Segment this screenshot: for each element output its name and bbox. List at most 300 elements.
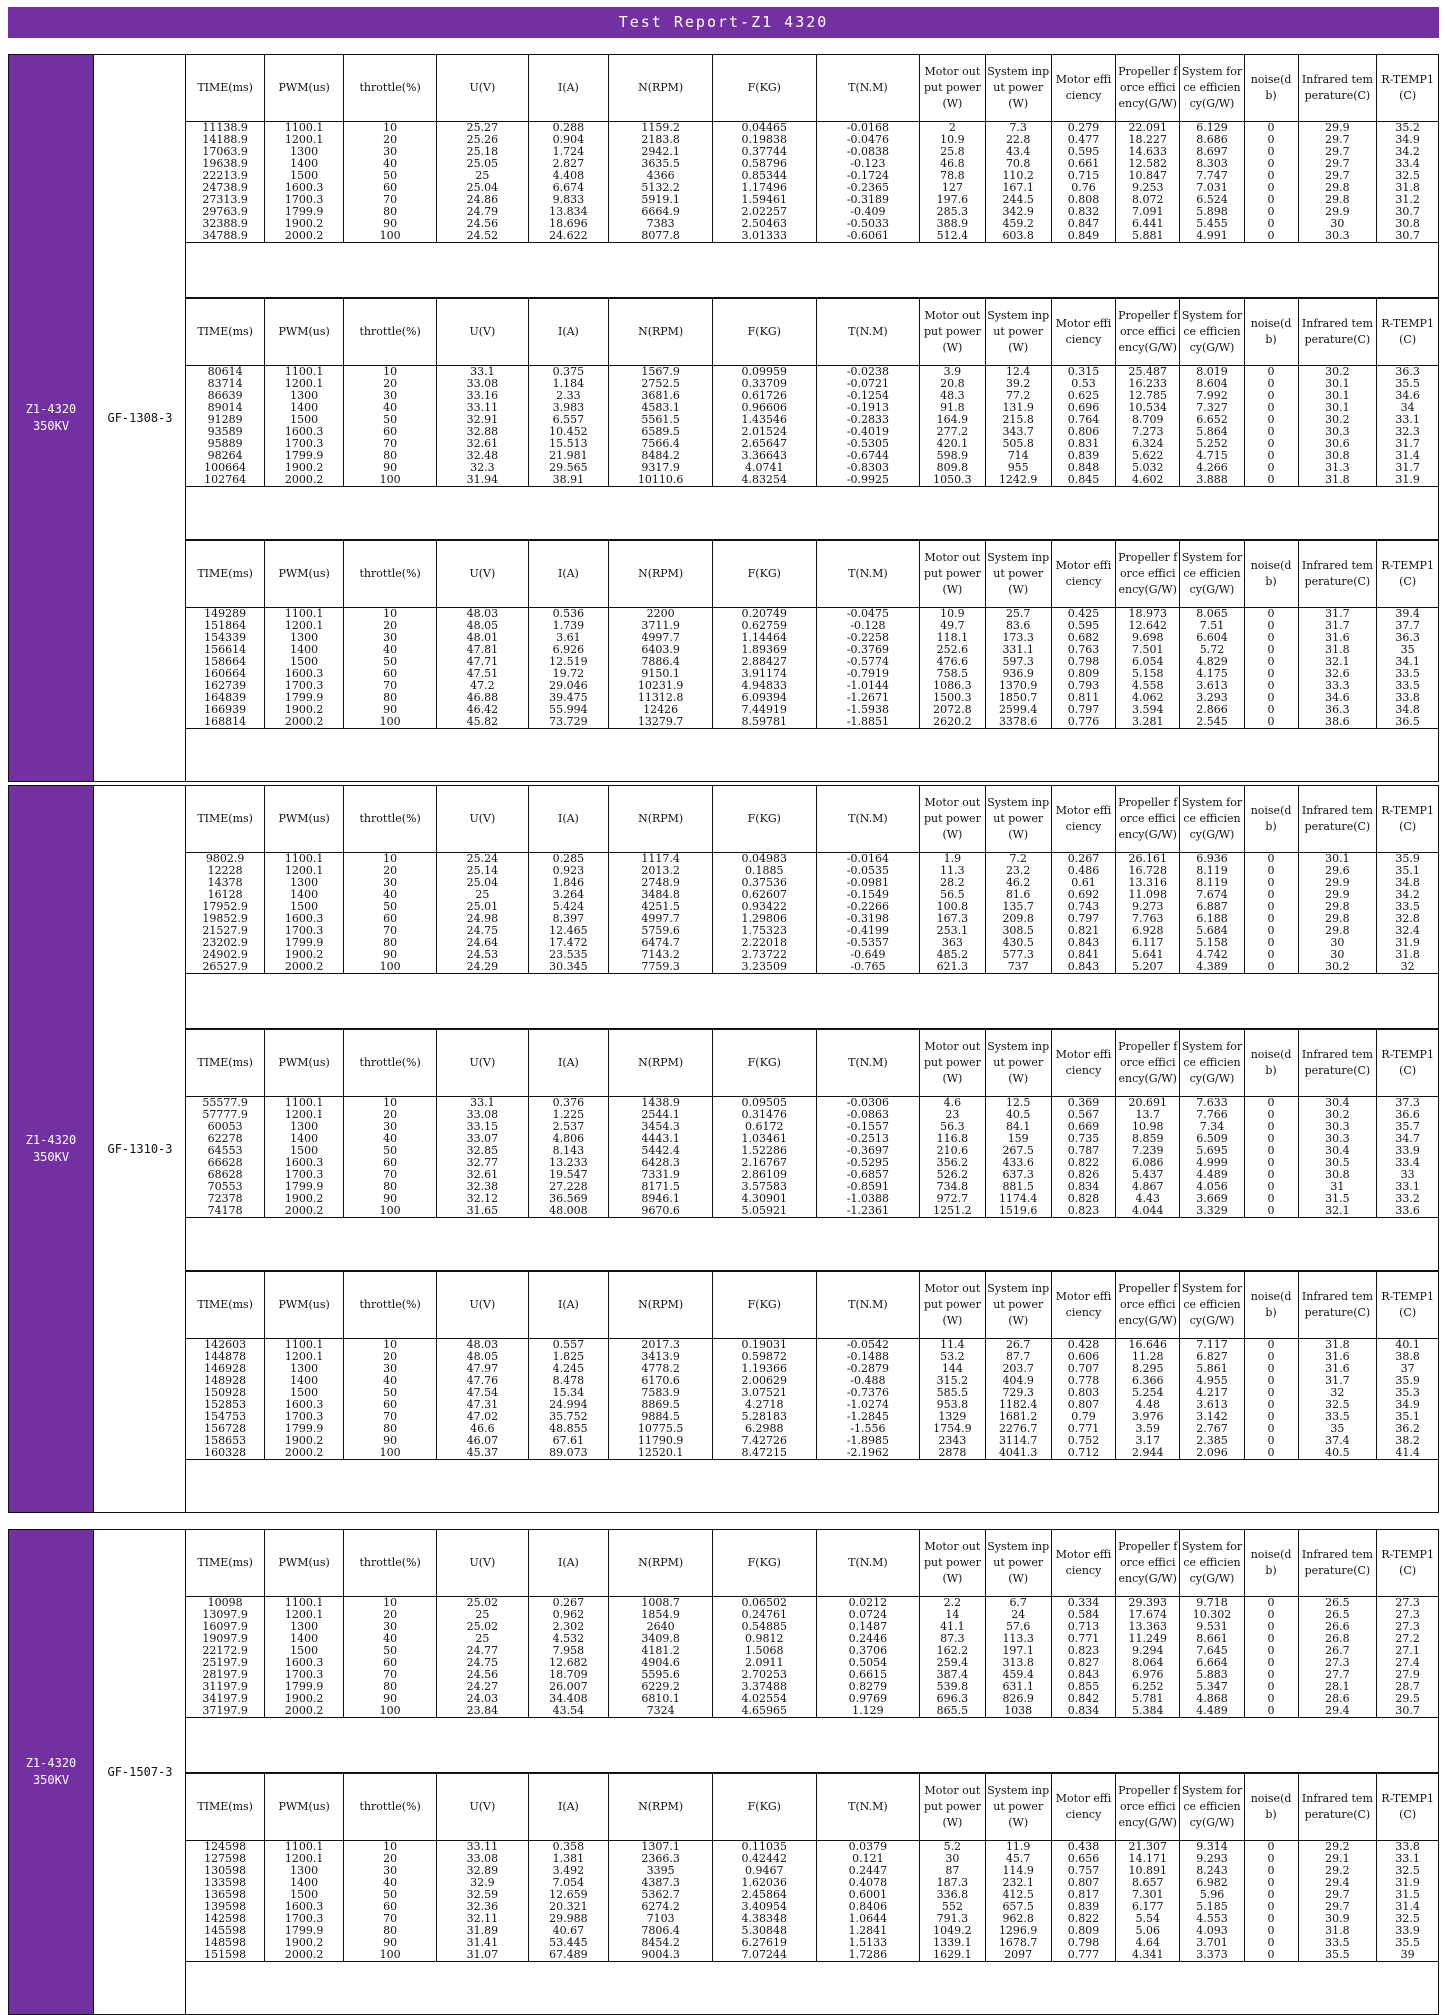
table-cell: 4366: [609, 170, 713, 182]
table-cell: 4583.1: [609, 402, 713, 414]
table-cell: 24.79: [437, 206, 528, 218]
table-cell: 10: [344, 366, 437, 379]
column-header: TIME(ms): [186, 55, 265, 122]
table-cell: 32.85: [437, 1145, 528, 1157]
column-header: F(KG): [712, 55, 816, 122]
table-cell: 0.79: [1051, 1411, 1115, 1423]
table-cell: 0: [1244, 1949, 1298, 1962]
table-cell: 30: [1298, 949, 1377, 961]
table-cell: 40: [344, 402, 437, 414]
table-cell: 25: [437, 889, 528, 901]
table-cell: 0: [1244, 1609, 1298, 1621]
table-cell: 1200.1: [265, 1853, 344, 1865]
table-cell: 40: [344, 158, 437, 170]
column-header: I(A): [528, 786, 609, 853]
table-cell: 0: [1244, 1169, 1298, 1181]
table-row: [186, 230, 1438, 243]
table-cell: 60: [344, 1657, 437, 1669]
table-cell: 127: [920, 182, 985, 194]
table-cell: 131.9: [985, 402, 1051, 414]
table-cell: 13.7: [1116, 1109, 1180, 1121]
table-cell: 0.841: [1051, 949, 1115, 961]
table-cell: 32.61: [437, 1169, 528, 1181]
table-cell: 50: [344, 170, 437, 182]
table-cell: 244.5: [985, 194, 1051, 206]
table-cell: 0.8279: [816, 1681, 920, 1693]
table-cell: 1100.1: [265, 608, 344, 621]
column-header: noise(db): [1244, 541, 1298, 608]
table-cell: 60: [344, 182, 437, 194]
table-cell: 2000.2: [265, 1205, 344, 1218]
table-cell: 56.3: [920, 1121, 985, 1133]
table-cell: -0.0164: [816, 853, 920, 866]
column-header: Infrared temperature(C): [1298, 299, 1377, 366]
column-header: Infrared temperature(C): [1298, 1030, 1377, 1097]
table-cell: 5.437: [1116, 1169, 1180, 1181]
table-cell: 13.316: [1116, 877, 1180, 889]
table-cell: 4.044: [1116, 1205, 1180, 1218]
table-cell: 11138.9: [186, 122, 265, 135]
table-cell: 1700.3: [265, 1411, 344, 1423]
table-cell: 1086.3: [920, 680, 985, 692]
table-cell: 7383: [609, 218, 713, 230]
table-row: [186, 1205, 1438, 1218]
table-cell: 43.4: [985, 146, 1051, 158]
table-cell: 24.52: [437, 230, 528, 243]
table-cell: 1854.9: [609, 1609, 713, 1621]
table-cell: 34.408: [528, 1693, 609, 1705]
column-header: TIME(ms): [186, 541, 265, 608]
table-cell: 1242.9: [985, 474, 1051, 487]
table-cell: 0.682: [1051, 632, 1115, 644]
table-cell: 7.51: [1180, 620, 1244, 632]
table-cell: 0: [1244, 366, 1298, 379]
table-cell: 0.19838: [712, 134, 816, 146]
data-blocks: [185, 1530, 1438, 2014]
table-cell: 31.07: [437, 1949, 528, 1962]
table-cell: 6.324: [1116, 438, 1180, 450]
table-cell: 13.233: [528, 1157, 609, 1169]
table-cell: 11.9: [985, 1841, 1051, 1854]
table-cell: 25: [437, 170, 528, 182]
column-header: N(RPM): [609, 299, 713, 366]
table-cell: 27.3: [1395, 1621, 1420, 1633]
table-cell: 7.747: [1180, 170, 1244, 182]
table-cell: 5.622: [1116, 450, 1180, 462]
table-cell: 0.58796: [712, 158, 816, 170]
table-cell: 2366.3: [609, 1853, 713, 1865]
table-cell: 30.7: [1377, 230, 1438, 243]
table-cell: 31197.9: [186, 1681, 265, 1693]
table-cell: 20: [344, 378, 437, 390]
table-cell: 4.062: [1116, 692, 1180, 704]
table-cell: 25.05: [437, 158, 528, 170]
table-cell: 2.545: [1180, 716, 1244, 729]
table-cell: 29.565: [528, 462, 609, 474]
table-cell: 343.7: [985, 426, 1051, 438]
table-cell: 20: [344, 134, 437, 146]
table-row: [186, 1181, 1438, 1193]
table-cell: 1799.9: [265, 692, 344, 704]
table-cell: 0: [1244, 1841, 1298, 1854]
table-cell: 0.822: [1051, 1157, 1115, 1169]
column-header: Infrared temperature(C): [1298, 1530, 1377, 1597]
table-cell: 80: [344, 1681, 437, 1693]
table-cell: 32: [1377, 961, 1438, 974]
table-cell: 1.59461: [712, 194, 816, 206]
table-cell: 2.302: [528, 1621, 609, 1633]
header-row: [186, 541, 1438, 608]
table-cell: 50: [344, 901, 437, 913]
column-header: Propeller force efficiency(G/W): [1116, 1530, 1180, 1597]
table-cell: 0.752: [1051, 1435, 1115, 1447]
table-cell: 0: [1244, 134, 1298, 146]
table-cell: 24.75: [437, 1657, 528, 1669]
table-cell: 953.8: [920, 1399, 985, 1411]
table-cell: 32.89: [437, 1865, 528, 1877]
table-cell: 0: [1244, 680, 1298, 692]
table-cell: 5759.6: [609, 925, 713, 937]
table-cell: 5561.5: [609, 414, 713, 426]
table-cell: 2.45864: [712, 1889, 816, 1901]
table-cell: 14: [920, 1609, 985, 1621]
column-header: T(N.M): [816, 1530, 920, 1597]
table-cell: 168814: [186, 716, 265, 729]
column-header: Motor output power(W): [920, 1030, 985, 1097]
table-cell: 0: [1244, 1375, 1298, 1387]
table-cell: 5.898: [1180, 206, 1244, 218]
table-cell: 148598: [186, 1937, 265, 1949]
table-cell: 9.718: [1180, 1597, 1244, 1610]
column-header: System force efficiency(G/W): [1180, 1272, 1244, 1339]
column-header: PWM(us): [265, 786, 344, 853]
table-cell: 0.85344: [712, 170, 816, 182]
table-cell: 30.7: [1377, 1705, 1438, 1718]
table-cell: 0.76: [1051, 182, 1115, 194]
table-cell: 118.1: [920, 632, 985, 644]
table-cell: 67.489: [528, 1949, 609, 1962]
table-cell: 8.303: [1180, 158, 1244, 170]
table-cell: 4.867: [1116, 1181, 1180, 1193]
table-row: [186, 680, 1438, 692]
table-cell: 23.535: [528, 949, 609, 961]
table-cell: 41.1: [920, 1621, 985, 1633]
table-cell: 1.89369: [712, 644, 816, 656]
table-cell: 3.23509: [712, 961, 816, 974]
table-cell: 0: [1244, 620, 1298, 632]
table-cell: -0.6061: [816, 230, 920, 243]
table-cell: 33.5: [1395, 680, 1420, 692]
table-row: [186, 632, 1438, 644]
table-cell: 0.809: [1051, 668, 1115, 680]
table-cell: 0: [1244, 1193, 1298, 1205]
table-cell: 0: [1244, 853, 1298, 866]
table-cell: 20: [344, 1853, 437, 1865]
table-cell: 164.9: [920, 414, 985, 426]
column-header: F(KG): [712, 1272, 816, 1339]
table-cell: 4181.2: [609, 1645, 713, 1657]
table-cell: 1900.2: [265, 218, 344, 230]
table-cell: 95889: [186, 438, 265, 450]
table-cell: 1049.2: [920, 1925, 985, 1937]
table-cell: 6.976: [1116, 1669, 1180, 1681]
header-row: [186, 1030, 1438, 1097]
table-cell: 4.999: [1180, 1157, 1244, 1169]
table-cell: 0.776: [1051, 716, 1115, 729]
table-row: [186, 1865, 1438, 1877]
column-header: U(V): [437, 541, 528, 608]
table-cell: 162739: [186, 680, 265, 692]
table-cell: 50: [344, 1889, 437, 1901]
table-cell: 3.61: [528, 632, 609, 644]
table-cell: 3.9: [920, 366, 985, 379]
table-cell: 27313.9: [186, 194, 265, 206]
table-cell: 10: [344, 1097, 437, 1110]
table-cell: 100: [344, 230, 437, 243]
table-cell: 20.8: [920, 378, 985, 390]
table-cell: 100: [344, 1705, 437, 1718]
table-cell: 6.557: [528, 414, 609, 426]
table-cell: 25.8: [920, 146, 985, 158]
table-cell: 1174.4: [985, 1193, 1051, 1205]
table-cell: 1681.2: [985, 1411, 1051, 1423]
table-cell: 6.129: [1180, 122, 1244, 135]
table-cell: 0.823: [1051, 1645, 1115, 1657]
table-cell: 5.881: [1116, 230, 1180, 243]
table-cell: 46.2: [985, 877, 1051, 889]
table-cell: 7.273: [1116, 426, 1180, 438]
table-cell: 0.1487: [816, 1621, 920, 1633]
table-cell: 0: [1244, 865, 1298, 877]
table-cell: 36.6: [1395, 1109, 1420, 1121]
data-table: [186, 299, 1438, 487]
table-cell: 459.2: [985, 218, 1051, 230]
table-cell: 2.33: [528, 390, 609, 402]
column-header: TIME(ms): [186, 1774, 265, 1841]
table-cell: 78.8: [920, 170, 985, 182]
table-cell: 0.849: [1051, 230, 1115, 243]
table-cell: 12.5: [985, 1097, 1051, 1110]
table-cell: 0.797: [1051, 913, 1115, 925]
table-cell: 23.84: [437, 1705, 528, 1718]
table-cell: 597.3: [985, 656, 1051, 668]
table-cell: 1.724: [528, 146, 609, 158]
table-cell: 1400: [265, 889, 344, 901]
table-cell: 7759.3: [609, 961, 713, 974]
table-cell: 21527.9: [186, 925, 265, 937]
table-row: [186, 1133, 1438, 1145]
table-cell: 4251.5: [609, 901, 713, 913]
table-cell: 0.696: [1051, 402, 1115, 414]
table-cell: 0.713: [1051, 1621, 1115, 1633]
column-header: System input power(W): [985, 541, 1051, 608]
table-cell: 40.5: [985, 1109, 1051, 1121]
table-cell: 2.01524: [712, 426, 816, 438]
table-cell: 1329: [920, 1411, 985, 1423]
table-cell: 0: [1244, 889, 1298, 901]
table-cell: 0.0379: [816, 1841, 920, 1854]
column-header: T(N.M): [816, 1272, 920, 1339]
table-cell: 30: [344, 390, 437, 402]
table-cell: 60: [344, 426, 437, 438]
table-cell: 2.0911: [712, 1657, 816, 1669]
table-cell: 31.4: [1395, 450, 1420, 462]
column-header: PWM(us): [265, 1272, 344, 1339]
table-cell: 1200.1: [265, 620, 344, 632]
table-cell: 0.8406: [816, 1901, 920, 1913]
table-cell: 476.6: [920, 656, 985, 668]
table-cell: 0.778: [1051, 1375, 1115, 1387]
table-cell: 1629.1: [920, 1949, 985, 1962]
table-cell: 91.8: [920, 402, 985, 414]
table-cell: 0: [1244, 1109, 1298, 1121]
table-cell: 11312.8: [609, 692, 713, 704]
table-cell: 24738.9: [186, 182, 265, 194]
table-row: [186, 704, 1438, 716]
table-cell: -1.5938: [816, 704, 920, 716]
table-cell: 100: [344, 1447, 437, 1460]
table-cell: 3413.9: [609, 1351, 713, 1363]
table-cell: 45.7: [985, 1853, 1051, 1865]
table-cell: 124598: [186, 1841, 265, 1854]
table-cell: 0.04983: [712, 853, 816, 866]
table-cell: 36.2: [1395, 1423, 1420, 1435]
column-header: I(A): [528, 1272, 609, 1339]
table-cell: -0.2879: [816, 1363, 920, 1375]
table-cell: 0: [1244, 1693, 1298, 1705]
table-row: [186, 474, 1438, 487]
header-row: [186, 299, 1438, 366]
table-cell: 0.831: [1051, 438, 1115, 450]
column-header: R-TEMP1(C): [1377, 1774, 1438, 1841]
table-cell: 10: [344, 608, 437, 621]
table-cell: 15.513: [528, 438, 609, 450]
column-header: F(KG): [712, 299, 816, 366]
table-cell: 387.4: [920, 1669, 985, 1681]
table-cell: 1.17496: [712, 182, 816, 194]
voltage-block-3: [186, 539, 1438, 729]
table-cell: 0.823: [1051, 1205, 1115, 1218]
table-cell: 30: [1298, 218, 1377, 230]
table-cell: 8.59781: [712, 716, 816, 729]
table-cell: 1700.3: [265, 1169, 344, 1181]
column-header: Motor efficiency: [1051, 786, 1115, 853]
table-cell: 68628: [186, 1169, 265, 1181]
table-cell: 135.7: [985, 901, 1051, 913]
table-cell: 0.37744: [712, 146, 816, 158]
table-cell: 90: [344, 949, 437, 961]
table-cell: 31: [1298, 1181, 1377, 1193]
table-cell: 0: [1244, 937, 1298, 949]
table-cell: 2.02257: [712, 206, 816, 218]
table-cell: 29.8: [1298, 182, 1377, 194]
table-cell: 30: [344, 1121, 437, 1133]
table-cell: 10.302: [1180, 1609, 1244, 1621]
table-cell: 4.217: [1180, 1387, 1244, 1399]
table-cell: 29.2: [1298, 1865, 1377, 1877]
table-cell: 29.9: [1298, 889, 1377, 901]
table-cell: 37: [1400, 1363, 1415, 1375]
table-cell: 2.70253: [712, 1669, 816, 1681]
table-cell: 6.509: [1180, 1133, 1244, 1145]
table-cell: -0.409: [816, 206, 920, 218]
table-cell: 33.08: [437, 378, 528, 390]
table-cell: 5.30848: [712, 1925, 816, 1937]
table-cell: 734.8: [920, 1181, 985, 1193]
table-cell: 46.88: [437, 692, 528, 704]
table-cell: -0.0542: [816, 1339, 920, 1352]
table-cell: 25.24: [437, 853, 528, 866]
table-cell: 100: [344, 1949, 437, 1962]
table-cell: 0.438: [1051, 1841, 1115, 1854]
table-row: [186, 1913, 1438, 1925]
table-cell: 4.64: [1116, 1937, 1180, 1949]
test-section-3: [8, 1529, 1439, 2015]
table-cell: 36.5: [1377, 716, 1438, 729]
table-cell: 3.329: [1180, 1205, 1244, 1218]
table-cell: 6.652: [1180, 414, 1244, 426]
table-cell: 4.532: [528, 1633, 609, 1645]
table-cell: 0.6172: [712, 1121, 816, 1133]
table-cell: 0.33709: [712, 378, 816, 390]
table-cell: 2000.2: [265, 474, 344, 487]
table-cell: 1.381: [528, 1853, 609, 1865]
table-cell: 2.73722: [712, 949, 816, 961]
table-cell: 73.729: [528, 716, 609, 729]
table-cell: 1300: [265, 1121, 344, 1133]
table-cell: 0.757: [1051, 1865, 1115, 1877]
table-row: [186, 668, 1438, 680]
table-cell: 34788.9: [186, 230, 265, 243]
table-cell: 90: [344, 218, 437, 230]
table-cell: 7806.4: [609, 1925, 713, 1937]
column-header: throttle(%): [344, 1774, 437, 1841]
table-cell: 0.9467: [712, 1865, 816, 1877]
column-header: throttle(%): [344, 1530, 437, 1597]
data-table: [186, 541, 1438, 729]
table-cell: 9317.9: [609, 462, 713, 474]
table-cell: 1900.2: [265, 1693, 344, 1705]
table-cell: -0.0721: [816, 378, 920, 390]
table-cell: 139598: [186, 1901, 265, 1913]
table-cell: -1.0274: [816, 1399, 920, 1411]
table-cell: 46.6: [437, 1423, 528, 1435]
table-cell: 48.03: [437, 1339, 528, 1352]
column-header: noise(db): [1244, 786, 1298, 853]
table-cell: 0.843: [1051, 1669, 1115, 1681]
column-header: Motor output power(W): [920, 1530, 985, 1597]
table-cell: 6.664: [1180, 1657, 1244, 1669]
table-cell: 90: [344, 1435, 437, 1447]
table-cell: 93589: [186, 426, 265, 438]
table-cell: 9.294: [1116, 1645, 1180, 1657]
table-cell: 1600.3: [265, 1399, 344, 1411]
table-cell: 10231.9: [609, 680, 713, 692]
table-cell: 2200: [609, 608, 713, 621]
table-row: [186, 961, 1438, 974]
table-cell: 714: [985, 450, 1051, 462]
column-header: Motor efficiency: [1051, 1530, 1115, 1597]
table-cell: 89014: [186, 402, 265, 414]
table-cell: 0.834: [1051, 1705, 1115, 1718]
table-cell: 29.6: [1298, 865, 1377, 877]
table-cell: 6.936: [1180, 853, 1244, 866]
table-cell: 33.9: [1395, 1925, 1420, 1937]
table-cell: -0.3769: [816, 644, 920, 656]
table-cell: 0: [1244, 1411, 1298, 1423]
table-cell: 0.763: [1051, 644, 1115, 656]
table-cell: 0.828: [1051, 1193, 1115, 1205]
